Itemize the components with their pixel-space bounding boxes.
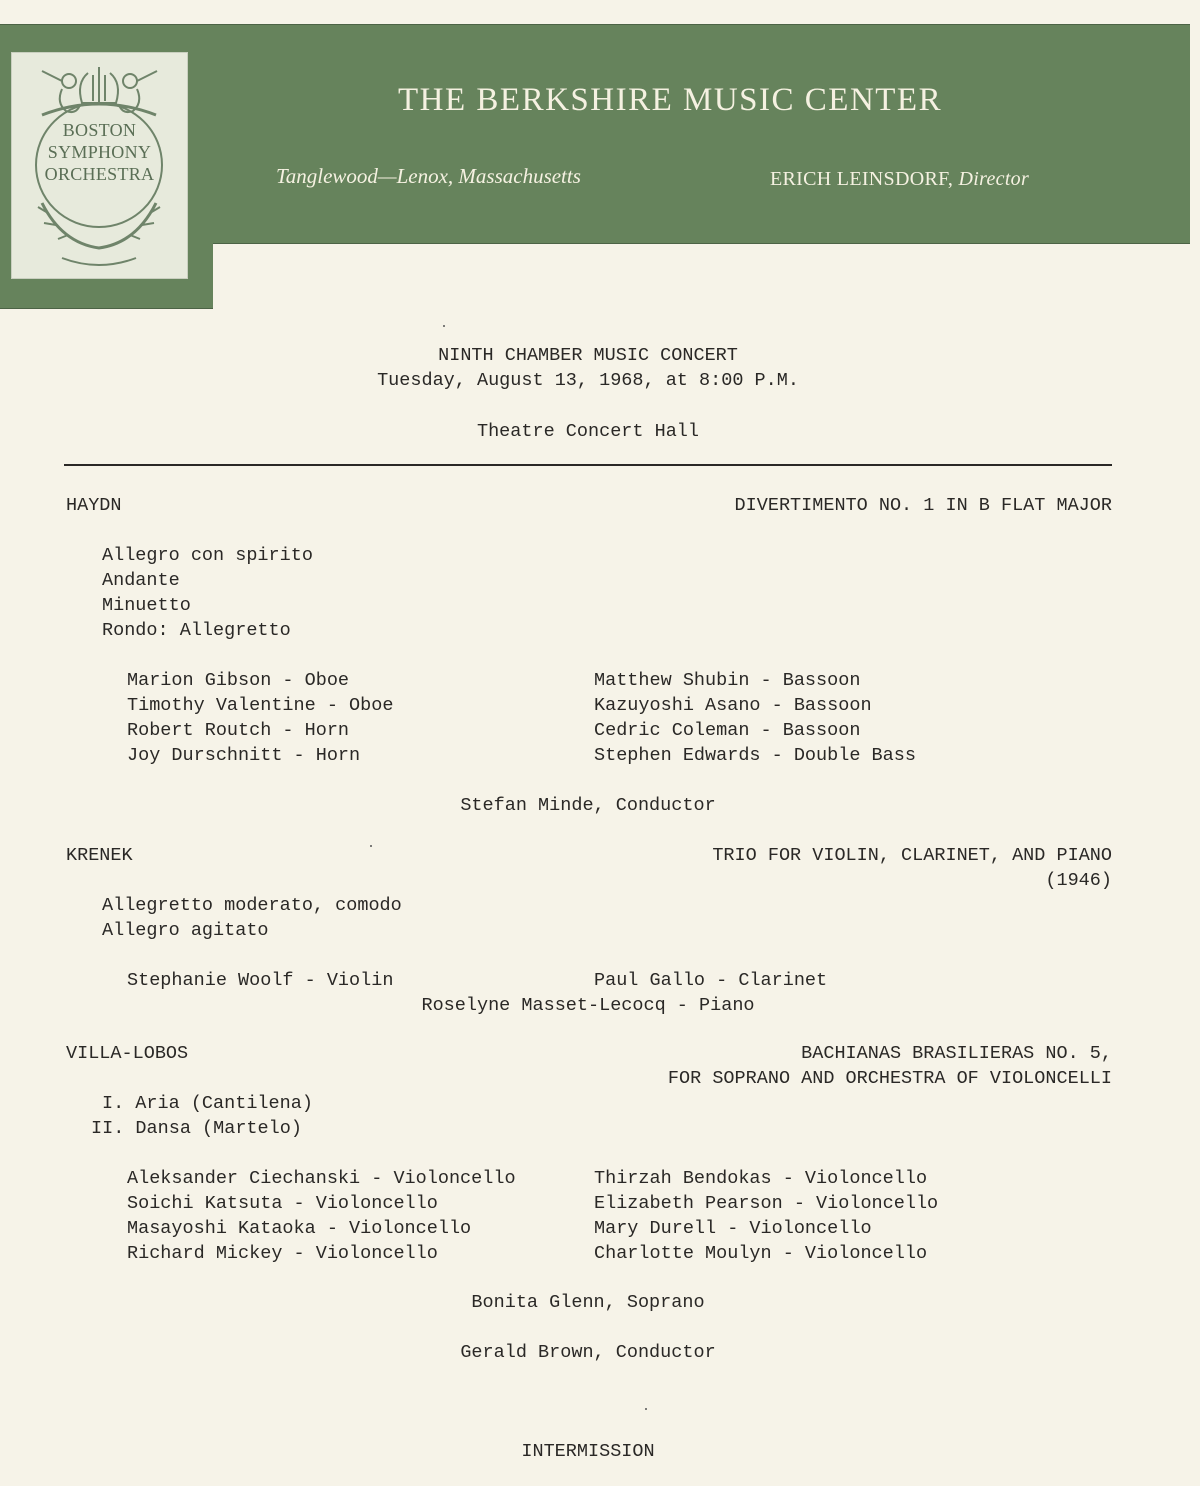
performer: Stephanie Woolf - Violin (127, 970, 394, 991)
concert-datetime: Tuesday, August 13, 1968, at 8:00 P.M. (377, 370, 799, 391)
performer: Roselyne Masset-Lecocq - Piano (421, 995, 755, 1016)
movement: Rondo: Allegretto (102, 620, 291, 641)
movement: Allegretto moderato, comodo (102, 895, 402, 916)
performer: Timothy Valentine - Oboe (127, 695, 394, 716)
performer: Aleksander Ciechanski - Violoncello (127, 1168, 516, 1189)
performer: Joy Durschnitt - Horn (127, 745, 361, 766)
logo-line: SYMPHONY (47, 142, 152, 162)
performer: Stephen Edwards - Double Bass (594, 745, 916, 766)
movement: Andante (102, 570, 180, 591)
movement: Allegro agitato (102, 920, 269, 941)
logo-line: BOSTON (62, 120, 137, 140)
director-role: Director (958, 168, 1030, 190)
composer: KRENEK (66, 845, 133, 866)
performer: Soichi Katsuta - Violoncello (127, 1193, 438, 1214)
performer: Richard Mickey - Violoncello (127, 1243, 438, 1264)
soprano-credit: Bonita Glenn, Soprano (471, 1292, 705, 1313)
speck (370, 845, 372, 847)
movement: Allegro con spirito (102, 545, 313, 566)
divider (64, 464, 1112, 466)
movement: I. Aria (Cantilena) (102, 1093, 313, 1114)
composer: HAYDN (66, 495, 122, 516)
speck (443, 325, 445, 327)
work-subtitle: FOR SOPRANO AND ORCHESTRA OF VIOLONCELLI (667, 1068, 1112, 1089)
performer: Mary Durell - Violoncello (594, 1218, 872, 1239)
performer: Elizabeth Pearson - Violoncello (594, 1193, 939, 1214)
performer: Masayoshi Kataoka - Violoncello (127, 1218, 472, 1239)
org-title: THE BERKSHIRE MUSIC CENTER (398, 82, 943, 118)
director-name: ERICH LEINSDORF, (770, 168, 954, 190)
conductor-credit: Stefan Minde, Conductor (460, 795, 716, 816)
work-title: DIVERTIMENTO NO. 1 IN B FLAT MAJOR (734, 495, 1112, 516)
director (770, 168, 1029, 191)
concert-title: NINTH CHAMBER MUSIC CONCERT (438, 345, 738, 366)
location: Tanglewood—Lenox, Massachusetts (276, 164, 581, 188)
intermission: INTERMISSION (521, 1441, 655, 1462)
performer: Charlotte Moulyn - Violoncello (594, 1243, 928, 1264)
performer: Robert Routch - Horn (127, 720, 350, 741)
movement: Minuetto (102, 595, 191, 616)
logo-line: ORCHESTRA (44, 164, 155, 184)
bso-logo (11, 52, 188, 279)
logo-text (12, 119, 187, 185)
work-title: BACHIANAS BRASILIERAS NO. 5, (801, 1043, 1112, 1064)
performer: Kazuyoshi Asano - Bassoon (594, 695, 872, 716)
concert-venue: Theatre Concert Hall (476, 421, 700, 442)
performer: Paul Gallo - Clarinet (594, 970, 828, 991)
work-title: TRIO FOR VIOLIN, CLARINET, AND PIANO (712, 845, 1112, 866)
speck (645, 1408, 647, 1410)
work-year: (1946) (1045, 870, 1112, 891)
composer: VILLA-LOBOS (66, 1043, 189, 1064)
movement: II. Dansa (Martelo) (91, 1118, 302, 1139)
performer: Thirzah Bendokas - Violoncello (594, 1168, 928, 1189)
performer: Cedric Coleman - Bassoon (594, 720, 861, 741)
performer: Marion Gibson - Oboe (127, 670, 350, 691)
performer: Matthew Shubin - Bassoon (594, 670, 861, 691)
conductor-credit: Gerald Brown, Conductor (460, 1342, 716, 1363)
